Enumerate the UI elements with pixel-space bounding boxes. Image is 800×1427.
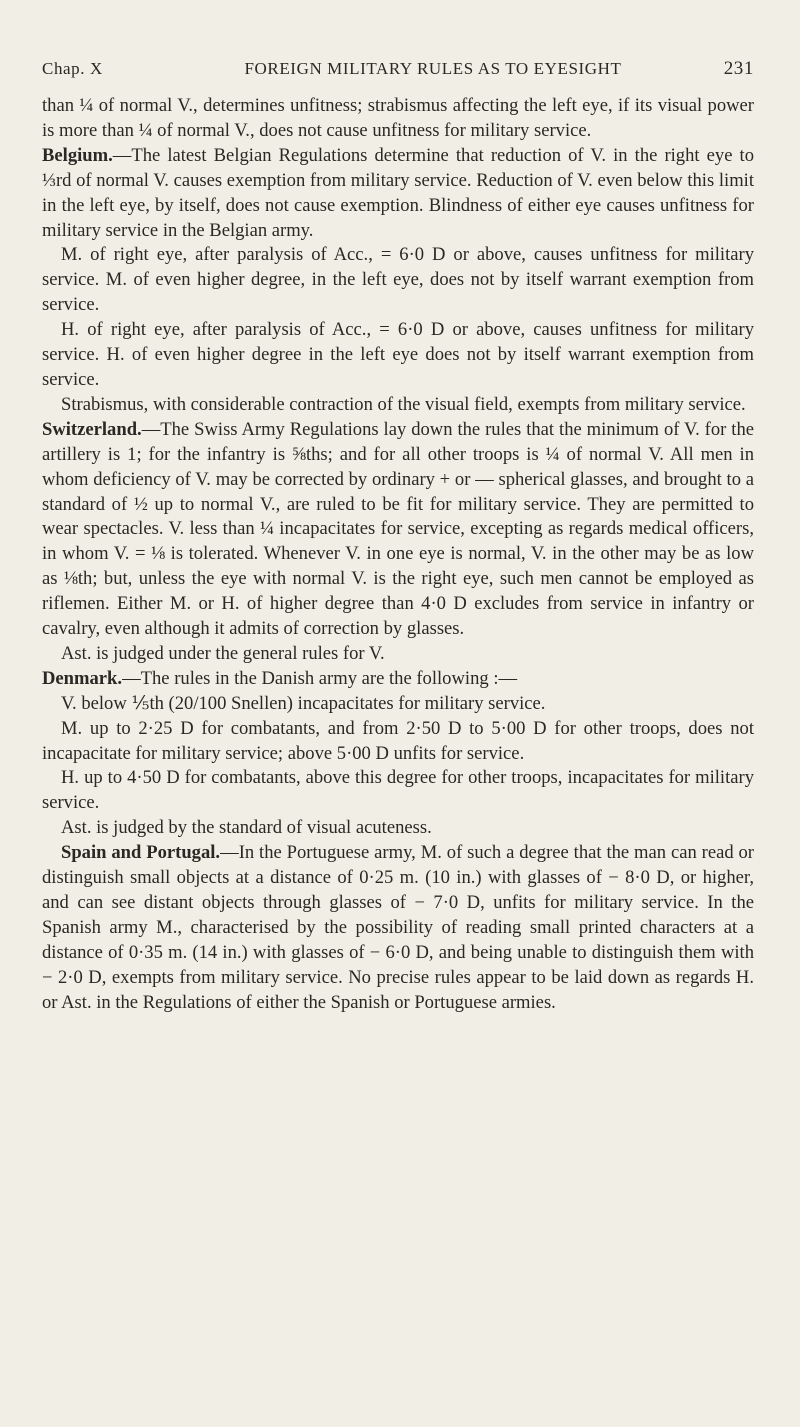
paragraph bbox=[42, 243, 754, 318]
paragraph-belgium bbox=[42, 144, 754, 244]
paragraph bbox=[42, 393, 754, 418]
paragraph bbox=[42, 766, 754, 816]
paragraph-text: than ¼ of normal V., determines unfitness; strabismus affecting the left eye, if its visual power is more than ¼ of normal V., does not cause unfitness for military service. bbox=[42, 95, 754, 141]
paragraph-spain-portugal bbox=[42, 841, 754, 1015]
paragraph-switzerland bbox=[42, 418, 754, 642]
body-text bbox=[42, 94, 754, 1016]
paragraph bbox=[42, 692, 754, 717]
paragraph-text: —The rules in the Danish army are the following :— bbox=[122, 667, 518, 689]
paragraph-text: H. up to 4·50 D for combatants, above this degree for other troops, incapacitates for military service. bbox=[42, 767, 754, 814]
page-number: 231 bbox=[723, 58, 754, 79]
section-heading-spain-portugal: Spain and Portugal. bbox=[61, 842, 221, 864]
paragraph bbox=[42, 94, 754, 144]
paragraph-text: —The Swiss Army Regulations lay down the rules that the minimum of V. for the artillery is 1; for the infantry is ⅝ths; and for all other troops is ¼ of normal V. All men in whom deficiency of V. may be corrected by ordinary + or — spherical glasses, and brought to a standard of ½ up to normal V., are ruled to be fit for military service. They are permitted to wear spectacles. V. less than ¼ incapacitates for service, excepting as regards medical officers, in whom V. = ⅛ is tolerated. Whenever V. in one eye is normal, V. in the other may be as low as ⅛th; but, unless the eye with normal V. is the right eye, such men cannot be employed as riflemen. Either M. or H. of higher degree than 4·0 D excludes from service in infantry or cavalry, even although it admits of correction by glasses. bbox=[42, 418, 754, 640]
paragraph-text: M. of right eye, after paralysis of Acc., = 6·0 D or above, causes unfitness for military service. M. of even higher degree, in the left eye, does not by itself warrant exemption from service. bbox=[42, 244, 754, 316]
section-heading-belgium: Belgium. bbox=[42, 144, 113, 166]
paragraph bbox=[42, 642, 754, 667]
section-heading-denmark: Denmark. bbox=[42, 667, 123, 689]
paragraph-text: —In the Portuguese army, M. of such a degree that the man can read or distinguish small objects at a distance of 0·25 m. (10 in.) with glasses of − 8·0 D, or higher, and can see distant objects through glasses of − 7·0 D, unfits for military service. In the Spanish army M., characterised by the possibility of reading small printed characters at a distance of 0·35 m. (14 in.) with glasses of − 6·0 D, and being unable to distinguish them with − 2·0 D, exempts from military service. No precise rules appear to be laid down as regards H. or Ast. in the Regulations of either the Spanish or Portuguese armies. bbox=[42, 842, 754, 1013]
paragraph-text: Strabismus, with considerable contraction of the visual field, exempts from military service. bbox=[61, 393, 746, 415]
paragraph-text: V. below ⅕th (20/100 Snellen) incapacitates for military service. bbox=[61, 692, 546, 714]
paragraph bbox=[42, 717, 754, 767]
paragraph-text: Ast. is judged by the standard of visual acuteness. bbox=[61, 817, 432, 839]
chapter-label: Chap. X bbox=[42, 59, 103, 78]
running-title: FOREIGN MILITARY RULES AS TO EYESIGHT bbox=[244, 59, 622, 78]
section-heading-switzerland: Switzerland. bbox=[42, 418, 142, 440]
paragraph bbox=[42, 318, 754, 393]
paragraph-denmark bbox=[42, 667, 754, 692]
paragraph-text: H. of right eye, after paralysis of Acc., = 6·0 D or above, causes unfitness for military service. H. of even higher degree in the left eye does not by itself warrant exemption from service. bbox=[42, 319, 754, 390]
paragraph bbox=[42, 816, 754, 841]
paragraph-text: M. up to 2·25 D for combatants, and from 2·50 D to 5·00 D for other troops, does not incapacitate for military service; above 5·00 D unfits for service. bbox=[42, 717, 754, 764]
paragraph-text: —The latest Belgian Regulations determine that reduction of V. in the right eye to ⅓rd of normal V. causes exemption from military service. Reduction of V. even below this limit in the left eye, by itself, does not cause exemption. Blindness of either eye causes unfitness for military service in the Belgian army. bbox=[42, 144, 754, 241]
running-head bbox=[42, 58, 754, 80]
paragraph-text: Ast. is judged under the general rules for V. bbox=[61, 642, 385, 664]
book-page bbox=[42, 58, 754, 1016]
